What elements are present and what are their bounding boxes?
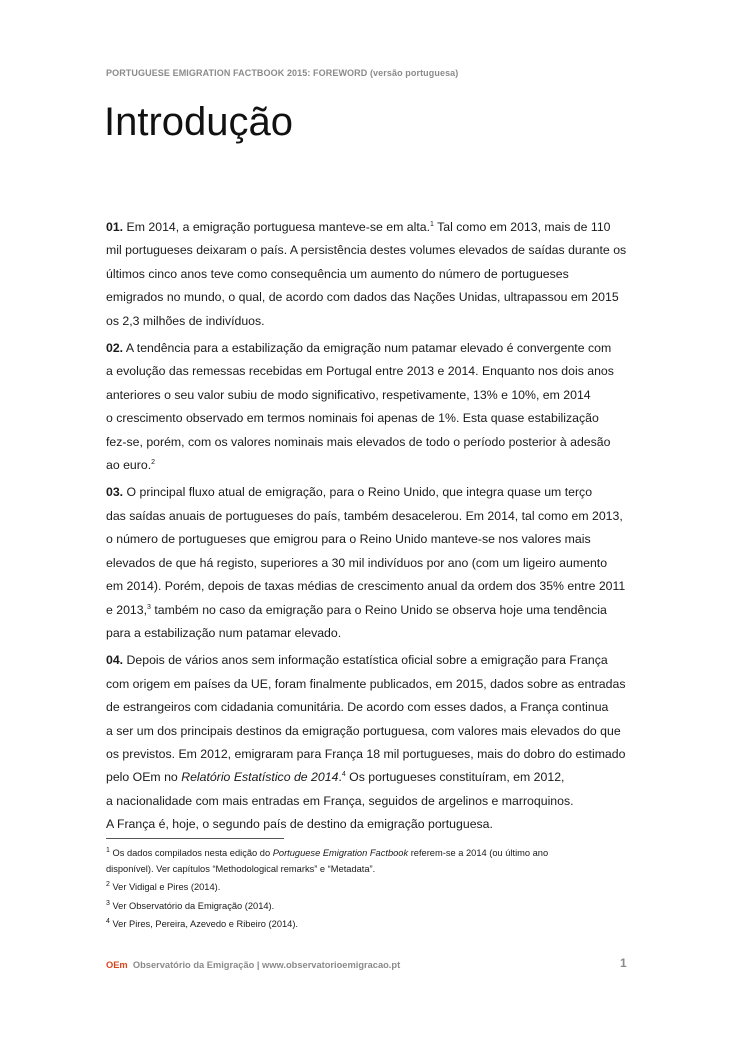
footnote-ref: 4 — [341, 771, 346, 779]
footnote: $^3$ Ver Observatório da Emigração (2014). — [106, 899, 275, 911]
paragraph: 03. O principal fluxo atual de emigração, para o Reino Unido, que integra quase um terço das saídas anuais de portugueses do país, também desacelerou. Em 2014, tal como em 2013, o número de portugueses que emigrou para o Reino Unido manteve-se nos valores mais elevados de que há registo, superiores a 30 mil indivíduos por ano (com um ligeiro aumento em 2014). Porém, depois de taxas médias de crescimento anual da ordem dos 35% entre 2011 e 2013,$^3$ também no caso da emigração para o Reino Unido se observa hoje uma tendência para a estabilização num patamar elevado. — [106, 485, 626, 640]
footnote-number: 1 — [106, 846, 110, 854]
footnote-ref: 3 — [147, 603, 151, 611]
paragraph-number: 03. — [106, 485, 124, 500]
paragraph-number: 04. — [106, 653, 124, 668]
paragraph-number: 01. — [106, 220, 124, 234]
footnote-number: 2 — [106, 880, 110, 888]
footnotes — [106, 846, 626, 936]
paragraph: 01. Em 2014, a emigração portuguesa manteve-se em alta.$^1$ Tal como em 2013, mais de 110 mil portugueses deixaram o país. A persistência destes volumes elevados de saídas durante os últimos cinco anos teve como consequência um aumento do número de portugueses emigrados no mundo, o qual, de acordo com dados das Nações Unidas, ultrapassou em 2015 os 2,3 milhões de indivíduos. — [106, 220, 627, 328]
paragraph: 04. Depois de vários anos sem informação estatística oficial sobre a emigração para França com origem em países da UE, foram finalmente publicados, em 2015, dados sobre as entradas de estrangeiros com cidadania comunitária. De acordo com esses dados, a França continua a ser um dos principais destinos da emigração portuguesa, com valores mais elevados do que os previstos. Em 2012, emigraram para França 18 mil portugueses, mais do dobro do estimado pelo OEm no Relatório Estatístico de 2014.$^4$ Os portugueses constituíram, em 2012, a nacionalidade com mais entradas em França, seguidos de argelinos e marroquinos. A França é, hoje, o segundo país de destino da emigração portuguesa. — [106, 653, 626, 832]
footer-text: Observatório da Emigração | www.observatorioemigracao.pt — [132, 960, 401, 970]
footer-brand: OEm — [106, 960, 128, 970]
body-text — [106, 216, 630, 841]
footnote-ref: 1 — [430, 220, 434, 228]
page-number: 1 — [620, 956, 627, 970]
footnote: $^2$ Ver Vidigal e Pires (2014). — [106, 880, 221, 892]
italic-title: Portuguese Emigration Factbook — [272, 848, 409, 858]
paragraph-number: 02. — [106, 341, 124, 356]
footnote: $^1$ Os dados compilados nesta edição do Portuguese Emigration Factbook referem-se a 2014 (ou último ano disponível). Ver capítulos “Methodological remarks” e “Metadata”. — [106, 846, 549, 874]
footnote-number: 4 — [106, 917, 110, 925]
footnote: $^4$ Ver Pires, Pereira, Azevedo e Ribeiro (2014). — [106, 917, 299, 929]
footnote-divider — [106, 838, 284, 839]
footnote-ref: 2 — [151, 458, 156, 466]
footnote-number: 3 — [106, 899, 110, 907]
page-title: Introdução — [104, 100, 294, 144]
paragraph: 02. A tendência para a estabilização da emigração num patamar elevado é convergente com a evolução das remessas recebidas em Portugal entre 2013 e 2014. Enquanto nos dois anos anteriores o seu valor subiu de modo significativo, respetivamente, 13% e 10%, em 2014 o crescimento observado em termos nominais foi apenas de 1%. Esta quase estabilização fez-se, porém, com os valores nominais mais elevados de todo o período posterior à adesão ao euro.$^2$ — [106, 341, 614, 473]
italic-title: Relatório Estatístico de 2014 — [181, 770, 339, 785]
page-footer — [106, 960, 400, 970]
running-header: PORTUGUESE EMIGRATION FACTBOOK 2015: FOREWORD (versão portuguesa) — [106, 68, 459, 78]
